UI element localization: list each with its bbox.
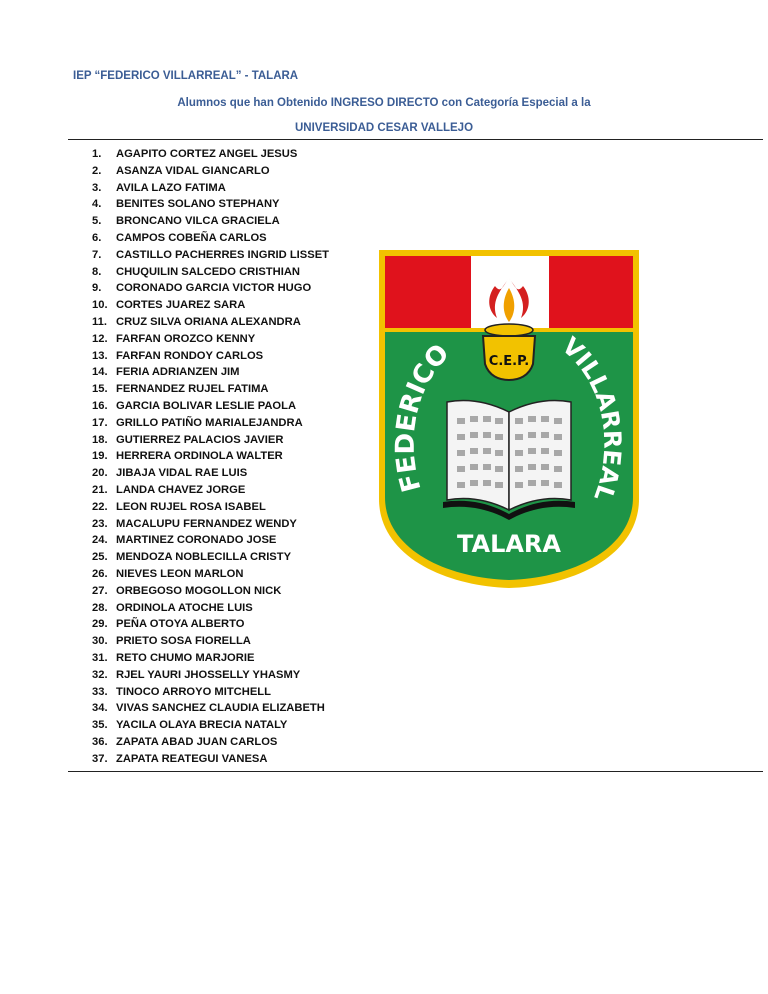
student-name: ASANZA VIDAL GIANCARLO: [116, 164, 270, 177]
student-number: 36.: [92, 735, 108, 748]
student-name: ZAPATA REATEGUI VANESA: [116, 752, 268, 765]
student-number: 19.: [92, 450, 108, 463]
student-list-item: [92, 432, 329, 449]
student-number: 27.: [92, 584, 108, 597]
student-name: PEÑA OTOYA ALBERTO: [116, 618, 245, 631]
student-list-item: [92, 600, 329, 617]
student-name: ORBEGOSO MOGOLLON NICK: [116, 584, 282, 597]
student-list-item: [92, 348, 329, 365]
student-name: MARTINEZ CORONADO JOSE: [116, 534, 277, 547]
student-number: 9.: [92, 282, 102, 295]
student-list-item: [92, 163, 329, 180]
student-list-item: [92, 616, 329, 633]
student-name: CASTILLO PACHERRES INGRID LISSET: [116, 248, 329, 261]
student-list-item: [92, 751, 329, 768]
student-list-item: [92, 297, 329, 314]
student-number: 28.: [92, 601, 108, 614]
student-number: 10.: [92, 299, 108, 312]
student-list-item: [92, 247, 329, 264]
student-list-item: [92, 566, 329, 583]
flag-stripe-left: [385, 256, 471, 330]
student-name: LANDA CHAVEZ JORGE: [116, 483, 246, 496]
student-number: 17.: [92, 416, 108, 429]
student-number: 1.: [92, 148, 102, 160]
school-emblem: [373, 244, 645, 592]
student-name: CRUZ SILVA ORIANA ALEXANDRA: [116, 315, 301, 328]
emblem-arc-left: FEDERICO: [390, 338, 456, 496]
subtitle-line-2: UNIVERSIDAD CESAR VALLEJO: [294, 122, 474, 134]
student-list-item: [92, 549, 329, 566]
student-name: CAMPOS COBEÑA CARLOS: [116, 231, 267, 244]
student-number: 2.: [92, 164, 102, 177]
student-number: 35.: [92, 719, 108, 732]
student-list-item: [92, 280, 329, 297]
student-name: FARFAN RONDOY CARLOS: [116, 349, 264, 362]
student-list-item: [92, 684, 329, 701]
student-name: BRONCANO VILCA GRACIELA: [116, 215, 280, 228]
student-list-item: [92, 465, 329, 482]
student-name: VIVAS SANCHEZ CLAUDIA ELIZABETH: [116, 702, 325, 715]
student-number: 3.: [92, 181, 102, 194]
student-name: ORDINOLA ATOCHE LUIS: [116, 601, 253, 614]
student-list-item: [92, 633, 329, 650]
student-name: BENITES SOLANO STEPHANY: [116, 198, 280, 211]
student-name: GARCIA BOLIVAR LESLIE PAOLA: [116, 399, 297, 412]
student-list-item: [92, 213, 329, 230]
student-number: 20.: [92, 467, 108, 480]
student-list: [92, 146, 329, 767]
student-name: MACALUPU FERNANDEZ WENDY: [116, 517, 297, 530]
student-number: 24.: [92, 534, 108, 547]
emblem-bottom-text: TALARA: [456, 530, 562, 558]
student-number: 5.: [92, 215, 102, 228]
student-list-item: [92, 482, 329, 499]
page-title: IEP “FEDERICO VILLARREAL” - TALARA: [73, 70, 299, 82]
bottom-divider: [68, 771, 763, 772]
student-number: 31.: [92, 651, 108, 664]
student-number: 23.: [92, 517, 108, 530]
student-list-item: [92, 448, 329, 465]
student-name: PRIETO SOSA FIORELLA: [116, 635, 251, 648]
student-name: CORTES JUAREZ SARA: [116, 299, 246, 312]
flag-stripe-right: [549, 256, 633, 330]
student-list-item: [92, 364, 329, 381]
student-number: 30.: [92, 635, 108, 648]
student-name: FERIA ADRIANZEN JIM: [116, 366, 240, 379]
student-name: CORONADO GARCIA VICTOR HUGO: [116, 282, 312, 295]
student-number: 13.: [92, 349, 108, 362]
student-name: TINOCO ARROYO MITCHELL: [116, 685, 271, 698]
top-divider: [68, 139, 763, 140]
student-number: 25.: [92, 551, 108, 564]
student-list-item: [92, 583, 329, 600]
student-name: GRILLO PATIÑO MARIALEJANDRA: [116, 416, 303, 429]
student-list-item: [92, 650, 329, 667]
student-number: 37.: [92, 752, 108, 765]
student-name: AGAPITO CORTEZ ANGEL JESUS: [116, 148, 298, 160]
student-list-item: [92, 734, 329, 751]
student-list-item: [92, 516, 329, 533]
student-list-item: [92, 398, 329, 415]
student-list-item: [92, 717, 329, 734]
student-number: 11.: [92, 315, 107, 328]
student-name: FERNANDEZ RUJEL FATIMA: [116, 383, 269, 396]
subtitle-line-1: Alumnos que han Obtenido INGRESO DIRECTO con Categoría Especial a la: [177, 97, 591, 109]
student-name: LEON RUJEL ROSA ISABEL: [116, 500, 266, 513]
student-number: 18.: [92, 433, 108, 446]
student-number: 4.: [92, 198, 102, 211]
student-number: 8.: [92, 265, 102, 278]
student-number: 29.: [92, 618, 108, 631]
student-list-item: [92, 230, 329, 247]
emblem-arc-right: VILLARREAL: [556, 331, 627, 505]
student-number: 33.: [92, 685, 108, 698]
student-number: 6.: [92, 231, 102, 244]
student-number: 32.: [92, 668, 108, 681]
student-list-item: [92, 381, 329, 398]
student-list-item: [92, 667, 329, 684]
cep-badge: [483, 336, 535, 380]
student-name: NIEVES LEON MARLON: [116, 567, 244, 580]
student-list-item: [92, 331, 329, 348]
student-list-item: [92, 415, 329, 432]
student-list-item: [92, 532, 329, 549]
student-number: 12.: [92, 332, 108, 345]
student-list-item: [92, 314, 329, 331]
student-name: ZAPATA ABAD JUAN CARLOS: [116, 735, 278, 748]
open-book-icon: [443, 400, 575, 520]
student-name: AVILA LAZO FATIMA: [116, 181, 226, 194]
student-name: RJEL YAURI JHOSSELLY YHASMY: [116, 668, 301, 681]
badge-text: C.E.P.: [488, 354, 530, 369]
student-number: 21.: [92, 483, 108, 496]
student-list-item: [92, 499, 329, 516]
student-name: MENDOZA NOBLECILLA CRISTY: [116, 551, 292, 564]
student-name: FARFAN OROZCO KENNY: [116, 332, 256, 345]
student-number: 7.: [92, 248, 102, 261]
student-list-item: [92, 180, 329, 197]
student-number: 22.: [92, 500, 108, 513]
student-name: RETO CHUMO MARJORIE: [116, 651, 255, 664]
student-number: 16.: [92, 399, 108, 412]
student-number: 15.: [92, 383, 108, 396]
student-name: CHUQUILIN SALCEDO CRISTHIAN: [116, 265, 300, 278]
student-number: 34.: [92, 702, 108, 715]
student-list-item: [92, 196, 329, 213]
student-name: JIBAJA VIDAL RAE LUIS: [116, 467, 248, 480]
student-name: YACILA OLAYA BRECIA NATALY: [116, 719, 288, 732]
student-list-item: [92, 264, 329, 281]
student-number: 14.: [92, 366, 108, 379]
student-name: GUTIERREZ PALACIOS JAVIER: [116, 433, 284, 446]
student-list-item: [92, 700, 329, 717]
student-list-item: [92, 146, 329, 163]
student-number: 26.: [92, 567, 108, 580]
student-name: HERRERA ORDINOLA WALTER: [116, 450, 283, 463]
